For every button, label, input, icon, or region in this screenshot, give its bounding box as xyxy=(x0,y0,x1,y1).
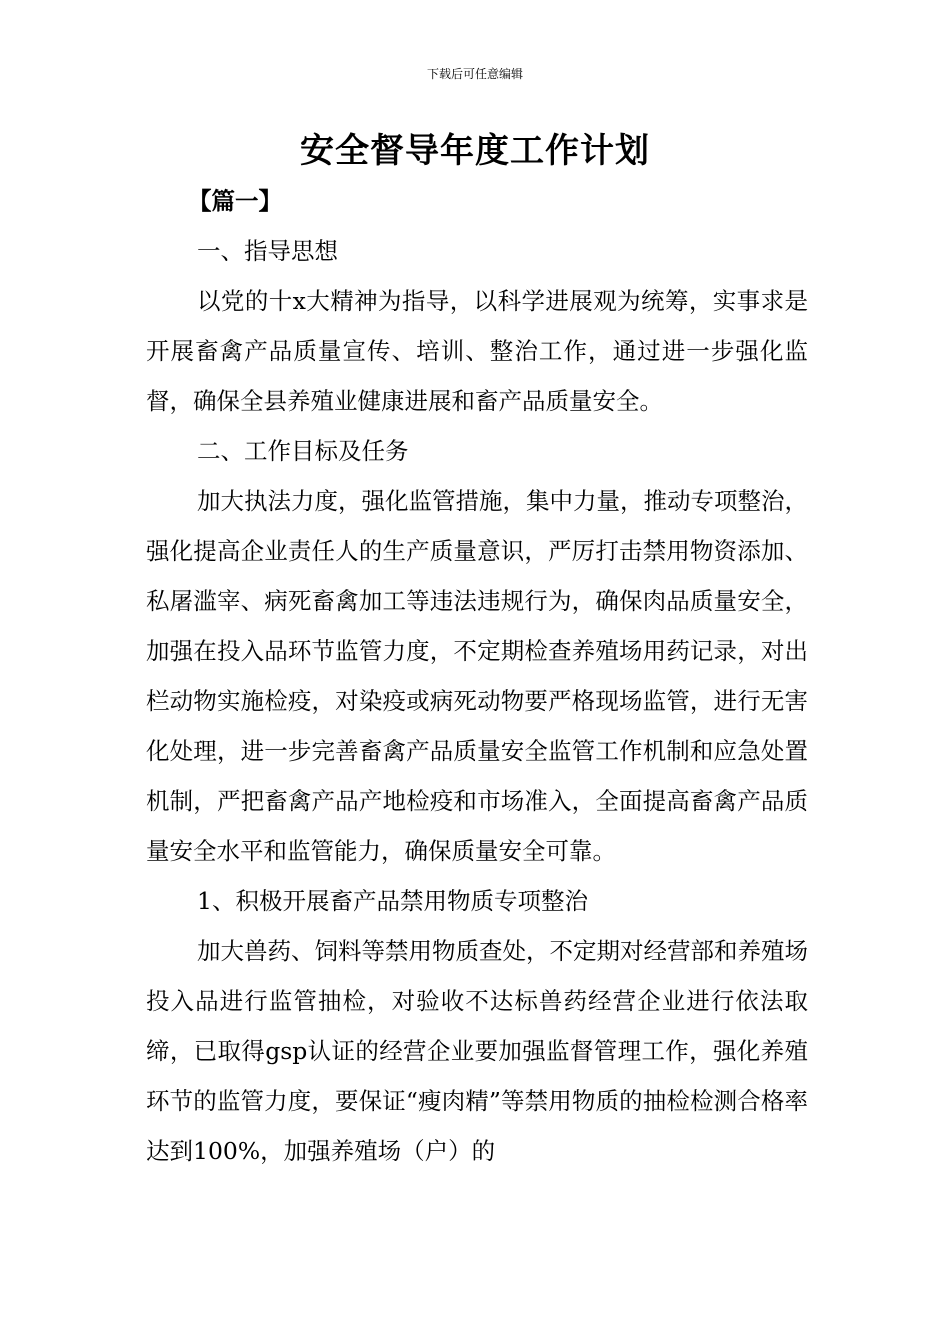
paragraph-guiding-ideology: 以党的十x大精神为指导，以科学进展观为统筹，实事求是开展畜禽产品质量宣传、培训、整治工作，通过进一步强化监督，确保全县养殖业健康进展和畜产品质量安全。 xyxy=(146,287,808,415)
heading-guiding-ideology: 一、指导思想 xyxy=(197,237,338,265)
paragraph-item-1: 加大兽药、饲料等禁用物质查处，不定期对经营部和养殖场投入品进行监管抽检，对验收不达标兽药经营企业进行依法取缔，已取得gsp认证的经营企业要加强监督管理工作，强化养殖环节的监管力度，要保证“瘦肉精”等禁用物质的抽检检测合格率达到100%，加强养殖场（户）的 xyxy=(146,937,808,1165)
header-note: 下载后可任意编辑 xyxy=(426,67,523,81)
document-title: 安全督导年度工作计划 xyxy=(300,131,650,171)
document-body xyxy=(146,176,808,1176)
section-tag: 【篇一】 xyxy=(188,187,282,215)
paragraph-goals-tasks: 加大执法力度，强化监管措施，集中力量，推动专项整治，强化提高企业责任人的生产质量意识，严厉打击禁用物资添加、私屠滥宰、病死畜禽加工等违法违规行为，确保肉品质量安全，加强在投入品环节监管力度，不定期检查养殖场用药记录，对出栏动物实施检疫，对染疫或病死动物要严格现场监管，进行无害化处理，进一步完善畜禽产品质量安全监管工作机制和应急处置机制，严把畜禽产品产地检疫和市场准入，全面提高畜禽产品质量安全水平和监管能力，确保质量安全可靠。 xyxy=(146,487,808,865)
heading-item-1: 1、积极开展畜产品禁用物质专项整治 xyxy=(197,887,588,915)
heading-goals-tasks: 二、工作目标及任务 xyxy=(197,437,409,465)
